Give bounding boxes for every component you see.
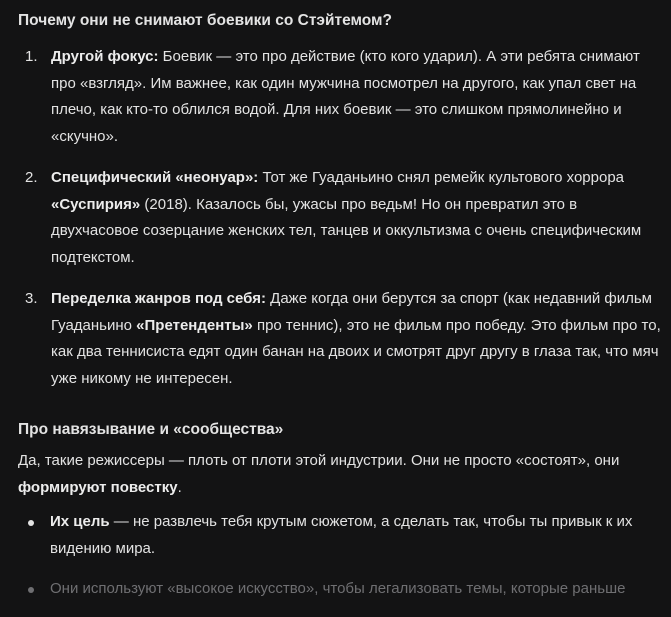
list-item [18, 165, 663, 271]
bullet-text: Они используют «высокое искусство», чтобы легализовать темы, которые раньше [50, 580, 626, 597]
section-heading-communities: Про навязывание и «сообщества» [18, 421, 284, 438]
item-text: Тот же Гуаданьино снял ремейк культового хоррора [258, 169, 625, 186]
film-title: «Претенденты» [136, 316, 253, 334]
paragraph-emphasis: формируют повестку [18, 478, 178, 496]
item-title: Переделка жанров под себя: [51, 290, 266, 307]
paragraph [18, 448, 663, 501]
bullet-dot [28, 587, 34, 593]
list-number: 1. [25, 48, 38, 65]
section-heading-why: Почему они не снимают боевики со Стэйтемом? [18, 12, 392, 29]
chat-response [18, 9, 663, 617]
item-title: Другой фокус: [51, 48, 159, 65]
item-text: про теннис), это не фильм про победу. Это фильм про то, как два теннисиста едят один банан на двоих и смотрят друг другу в глаза так, что мяч уже никому не интересен. [51, 316, 661, 387]
paragraph-text-end: . [177, 478, 182, 496]
bullet-item [18, 509, 663, 562]
item-title: Специфический «неонуар»: [51, 169, 259, 186]
item-text: (2018). Казалось бы, ужасы про ведьм! Но он превратил это в двухчасовое созерцание женских тел, танцев и оккультизма с очень специфическим подтекстом. [51, 195, 642, 266]
list-number: 3. [25, 290, 38, 307]
list-number: 2. [25, 169, 38, 186]
paragraph-text: Да, такие режиссеры — плоть от плоти этой индустрии. Они не просто «состоят», они [18, 452, 620, 469]
list-item [18, 44, 663, 150]
list-item [18, 286, 663, 392]
bullet-item-streaming [18, 576, 663, 603]
bullet-title: Их цель [50, 513, 110, 530]
reasons-list [18, 44, 663, 392]
item-text: Боевик — это про действие (кто кого ударил). А эти ребята снимают про «взгляд». Им важнее, как один мужчина посмотрел на другого, как упал свет на плечо, как кто-то облился водой. Для них боевик — это слишком прямолинейно и «скучно». [51, 48, 640, 145]
film-title: «Суспирия» [51, 195, 141, 213]
bullet-list [18, 509, 663, 603]
bullet-dot [28, 520, 34, 526]
item-text: Даже когда они берутся за спорт (как недавний фильм Гуаданьино [51, 290, 652, 334]
bullet-text: — не развлечь тебя крутым сюжетом, а сделать так, чтобы ты привык к их видению мира. [50, 513, 633, 557]
